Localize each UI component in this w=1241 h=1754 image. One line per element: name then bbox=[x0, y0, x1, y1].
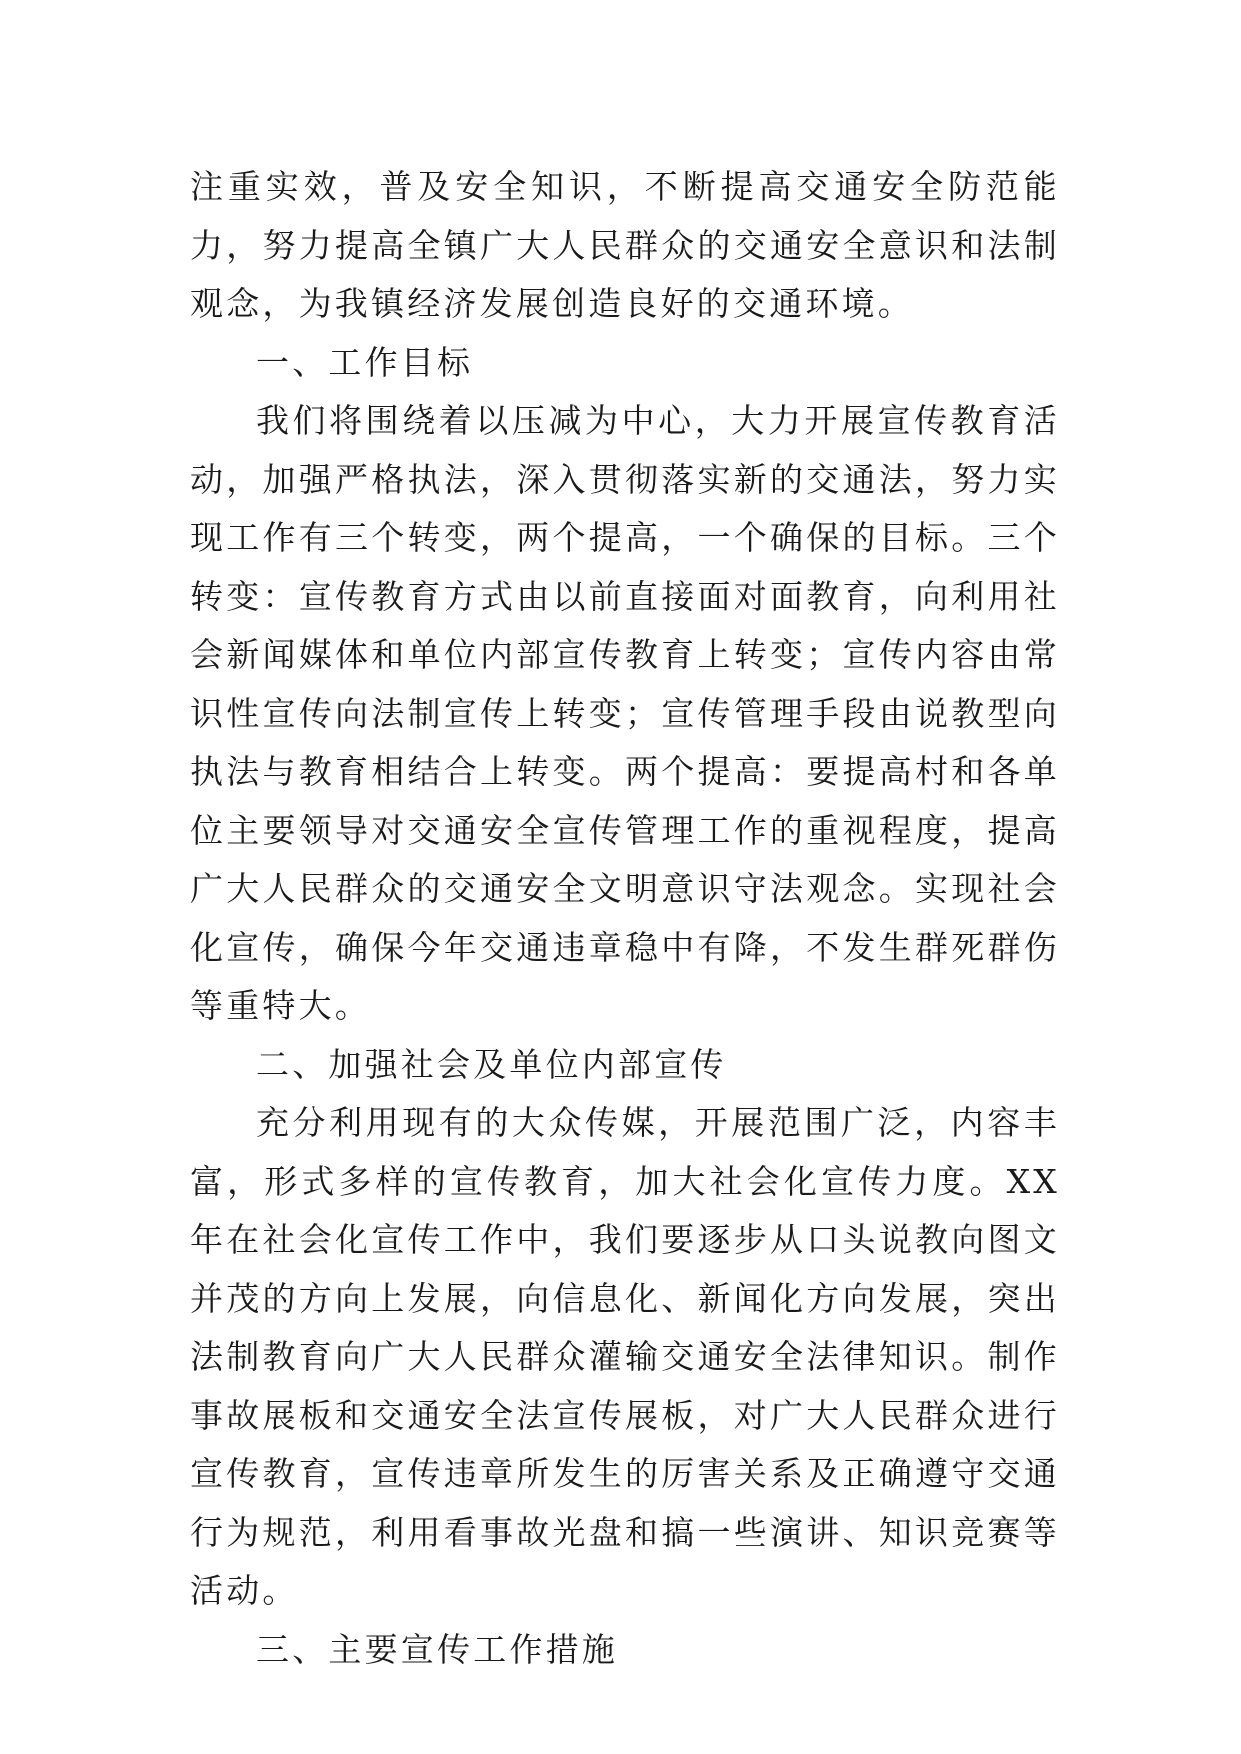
section-heading-work-goals: 一、工作目标 bbox=[256, 342, 474, 382]
body-paragraph-intro: 注重实效，普及安全知识，不断提高交通安全防范能力，努力提高全镇广大人民群众的交通安全意识和法制观念，为我镇经济发展创造良好的交通环境。 bbox=[190, 167, 1060, 323]
body-paragraph-goals: 我们将围绕着以压减为中心，大力开展宣传教育活动，加强严格执法，深入贯彻落实新的交通法，努力实现工作有三个转变，两个提高，一个确保的目标。三个转变：宣传教育方式由以前直接面对面教育，向利用社会新闻媒体和单位内部宣传教育上转变；宣传内容由常识性宣传向法制宣传上转变；宣传管理手段由说教型向执法与教育相结合上转变。两个提高：要提高村和各单位主要领导对交通安全宣传管理工作的重视程度，提高广大人民群众的交通安全文明意识守法观念。实现社会化宣传，确保今年交通违章稳中有降，不发生群死群伤等重特大。 bbox=[190, 401, 1060, 1025]
body-paragraph-publicity: 充分利用现有的大众传媒，开展范围广泛，内容丰富，形式多样的宣传教育，加大社会化宣传力度。XX 年在社会化宣传工作中，我们要逐步从口头说教向图文并茂的方向上发展，向信息化、新闻化方向发展，突出法制教育向广大人民群众灌输交通安全法律知识。制作事故展板和交通安全法宣传展板，对广大人民群众进行宣传教育，宣传违章所发生的厉害关系及正确遵守交通行为规范，利用看事故光盘和搞一些演讲、知识竞赛等活动。 bbox=[190, 1103, 1060, 1610]
section-heading-internal-publicity: 二、加强社会及单位内部宣传 bbox=[256, 1044, 727, 1084]
section-heading-main-measures: 三、主要宣传工作措施 bbox=[256, 1629, 618, 1669]
document-body bbox=[190, 158, 1060, 1679]
